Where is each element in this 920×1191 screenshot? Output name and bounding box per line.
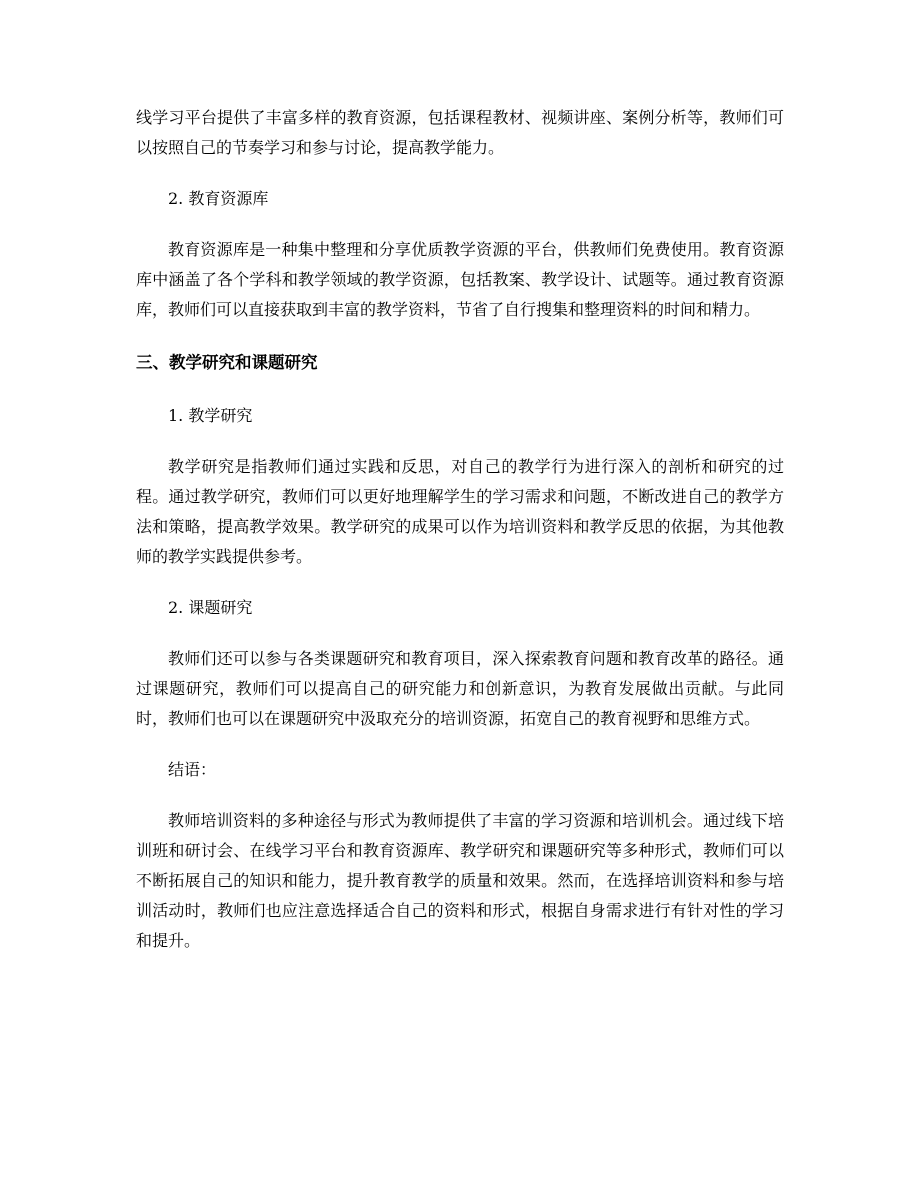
paragraph-project-research: 教师们还可以参与各类课题研究和教育项目，深入探索教育问题和教育改革的路径。通过课题研究，教师们可以提高自己的研究能力和创新意识，为教育发展做出贡献。与此同时，教师们也可以在课题研究中汲取充分的培训资源，拓宽自己的教育视野和思维方式。	[136, 649, 784, 728]
subheading-teaching-research: 1. 教学研究	[168, 406, 253, 425]
subheading-conclusion: 结语：	[168, 760, 217, 779]
subheading-project-research: 2. 课题研究	[168, 598, 253, 617]
paragraph-conclusion: 教师培训资料的多种途径与形式为教师提供了丰富的学习资源和培训机会。通过线下培训班和研讨会、在线学习平台和教育资源库、教学研究和课题研究等多种形式，教师们可以不断拓展自己的知识和能力，提升教育教学的质量和效果。然而，在选择培训资料和参与培训活动时，教师们也应注意选择适合自己的资料和形式，根据自身需求进行有针对性的学习和提升。	[136, 811, 784, 950]
section-heading-research: 三、教学研究和课题研究	[136, 353, 318, 372]
document-body	[136, 103, 784, 956]
paragraph-resource-library: 教育资源库是一种集中整理和分享优质教学资源的平台，供教师们免费使用。教育资源库中涵盖了各个学科和教学领域的教学资源，包括教案、教学设计、试题等。通过教育资源库，教师们可以直接获取到丰富的教学资料，节省了自行搜集和整理资料的时间和精力。	[136, 240, 784, 319]
subheading-resource-library: 2. 教育资源库	[168, 189, 269, 208]
paragraph-teaching-research: 教学研究是指教师们通过实践和反思，对自己的教学行为进行深入的剖析和研究的过程。通过教学研究，教师们可以更好地理解学生的学习需求和问题，不断改进自己的教学方法和策略，提高教学效果。教学研究的成果可以作为培训资料和教学反思的依据，为其他教师的教学实践提供参考。	[136, 457, 784, 566]
paragraph-online-platform: 线学习平台提供了丰富多样的教育资源，包括课程教材、视频讲座、案例分析等，教师们可以按照自己的节奏学习和参与讨论，提高教学能力。	[136, 108, 784, 157]
